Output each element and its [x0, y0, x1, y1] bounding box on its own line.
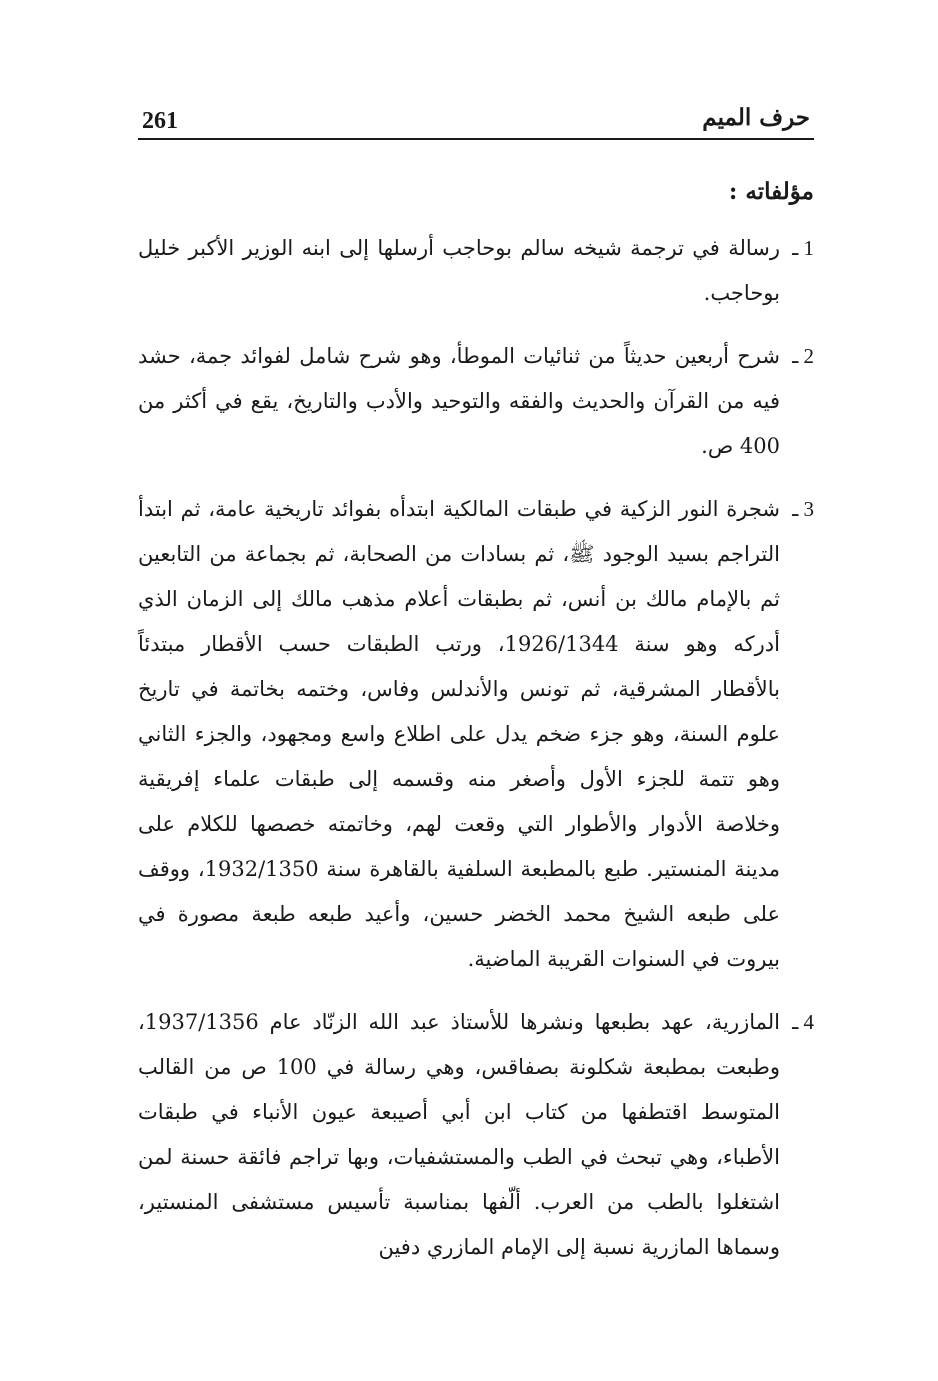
- item-number: 3 ـ: [780, 487, 814, 532]
- list-item: [138, 226, 814, 316]
- section-heading: مؤلفاته :: [728, 178, 814, 205]
- works-list: [138, 226, 814, 1288]
- item-text: شجرة النور الزكية في طبقات المالكية ابتدأه بفوائد تاريخية عامة، ثم ابتدأ التراجم بسيد الوجود ﷺ، ثم بسادات من الصحابة، ثم بجماعة من التابعين ثم بالإمام مالك بن أنس، ثم بطبقات أعلام مذهب مالك إلى الزمان الذي أدركه وهو سنة 1926/1344، ورتب الطبقات حسب الأقطار مبتدئاً بالأقطار المشرقية، ثم تونس والأندلس وفاس، وختمه بخاتمة في تاريخ علوم السنة، وهو جزء ضخم يدل على اطلاع واسع ومجهود، والجزء الثاني وهو تتمة للجزء الأول وأصغر منه وقسمه إلى طبقات علماء إفريقية وخلاصة الأدوار والأطوار التي وقعت لهم، وخاتمته خصصها للكلام على مدينة المنستير. طبع بالمطبعة السلفية بالقاهرة سنة 1932/1350، ووقف على طبعه الشيخ محمد الخضر حسين، وأعيد طبعه طبعة مصورة في بيروت في السنوات القريبة الماضية.: [138, 497, 780, 971]
- list-item: [138, 334, 814, 469]
- item-number: 2 ـ: [780, 334, 814, 379]
- item-text: رسالة في ترجمة شيخه سالم بوحاجب أرسلها إلى ابنه الوزير الأكبر خليل بوحاجب.: [138, 236, 780, 305]
- list-item: [138, 487, 814, 982]
- item-text: المازرية، عهد بطبعها ونشرها للأستاذ عبد الله الزنّاد عام 1937/1356، وطبعت بمطبعة شكلونة بصفاقس، وهي رسالة في 100 ص من القالب المتوسط اقتطفها من كتاب ابن أبي أصيبعة عيون الأنباء في طبقات الأطباء، وهي تبحث في الطب والمستشفيات، وبها تراجم فائقة حسنة لمن اشتغلوا بالطب من العرب. ألّفها بمناسبة تأسيس مستشفى المنستير، وسماها المازرية نسبة إلى الإمام المازري دفين: [138, 1010, 780, 1259]
- list-item: [138, 1000, 814, 1270]
- chapter-title: حرف الميم: [702, 104, 810, 131]
- item-text: شرح أربعين حديثاً من ثنائيات الموطأ، وهو شرح شامل لفوائد جمة، حشد فيه من القرآن والحديث والفقه والتوحيد والأدب والتاريخ، يقع في أكثر من 400 ص.: [138, 344, 780, 458]
- page-header: [138, 100, 814, 140]
- page-number: 261: [142, 108, 178, 134]
- item-number: 4 ـ: [780, 1000, 814, 1045]
- item-number: 1 ـ: [780, 226, 814, 271]
